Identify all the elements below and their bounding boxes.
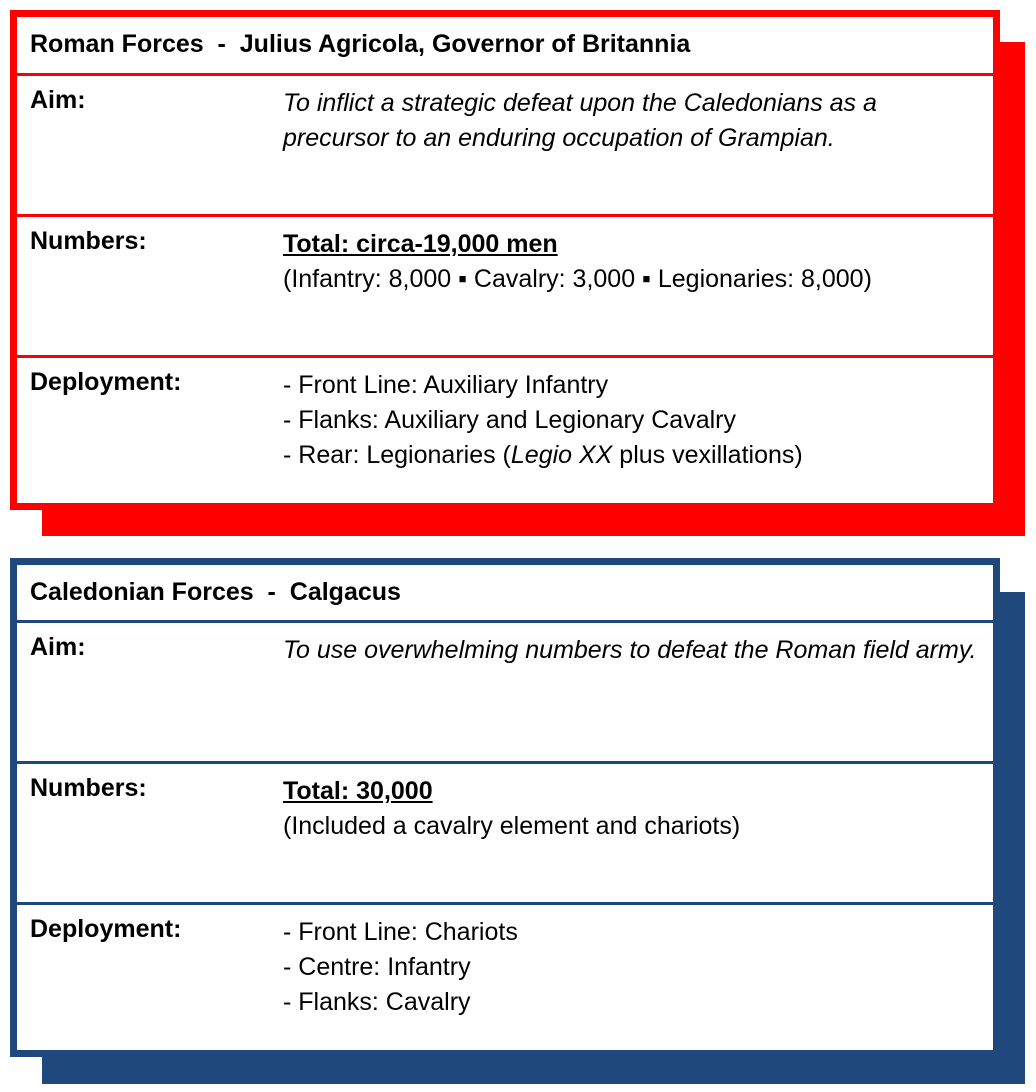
- caledonian-header-row: [17, 565, 993, 620]
- roman-deployment-line-3: [283, 438, 981, 473]
- caledonian-deployment-line-3: - Flanks: Cavalry: [283, 988, 471, 1016]
- roman-header: Roman Forces - Julius Agricola, Governor of Britannia: [30, 30, 691, 58]
- roman-deployment-legion: Legio XX: [510, 441, 613, 469]
- caledonian-numbers-value: [283, 774, 981, 844]
- roman-aim-row: [17, 73, 993, 214]
- roman-deployment-value: [283, 368, 981, 473]
- roman-forces-card: [10, 10, 1000, 510]
- caledonian-deployment-value: [283, 915, 981, 1020]
- caledonian-deployment-line-2: - Centre: Infantry: [283, 953, 471, 981]
- roman-aim-label: Aim:: [30, 86, 86, 114]
- roman-deployment-line-3-post: plus vexillations): [612, 441, 803, 469]
- caledonian-numbers-total: Total: 30,000: [283, 777, 433, 805]
- caledonian-aim-label: Aim:: [30, 633, 86, 661]
- roman-deployment-label: Deployment:: [30, 368, 182, 396]
- caledonian-deployment-label: Deployment:: [30, 915, 182, 943]
- roman-header-row: [17, 17, 993, 73]
- caledonian-numbers-detail: (Included a cavalry element and chariots): [283, 812, 741, 840]
- roman-deployment-line-3-pre: - Rear: Legionaries (: [283, 441, 511, 469]
- caledonian-forces-card: [10, 558, 1000, 1057]
- roman-deployment-line-1: - Front Line: Auxiliary Infantry: [283, 371, 609, 399]
- roman-numbers-value: [283, 227, 981, 297]
- roman-numbers-label: Numbers:: [30, 227, 147, 255]
- caledonian-aim-row: [17, 620, 993, 761]
- caledonian-numbers-row: [17, 761, 993, 902]
- caledonian-header: Caledonian Forces - Calgacus: [30, 578, 401, 606]
- caledonian-aim-text: To use overwhelming numbers to defeat the Roman field army.: [283, 636, 977, 664]
- roman-numbers-detail: (Infantry: 8,000 ▪ Cavalry: 3,000 ▪ Legionaries: 8,000): [283, 265, 872, 293]
- caledonian-deployment-row: [17, 902, 993, 1050]
- roman-deployment-row: [17, 355, 993, 503]
- roman-numbers-row: [17, 214, 993, 355]
- roman-deployment-line-2: - Flanks: Auxiliary and Legionary Cavalry: [283, 406, 736, 434]
- roman-numbers-total: Total: circa-19,000 men: [283, 230, 558, 258]
- caledonian-deployment-line-1: - Front Line: Chariots: [283, 918, 518, 946]
- caledonian-numbers-label: Numbers:: [30, 774, 147, 802]
- roman-aim-text: To inflict a strategic defeat upon the Caledonians as a precursor to an enduring occupation of Grampian.: [283, 89, 877, 152]
